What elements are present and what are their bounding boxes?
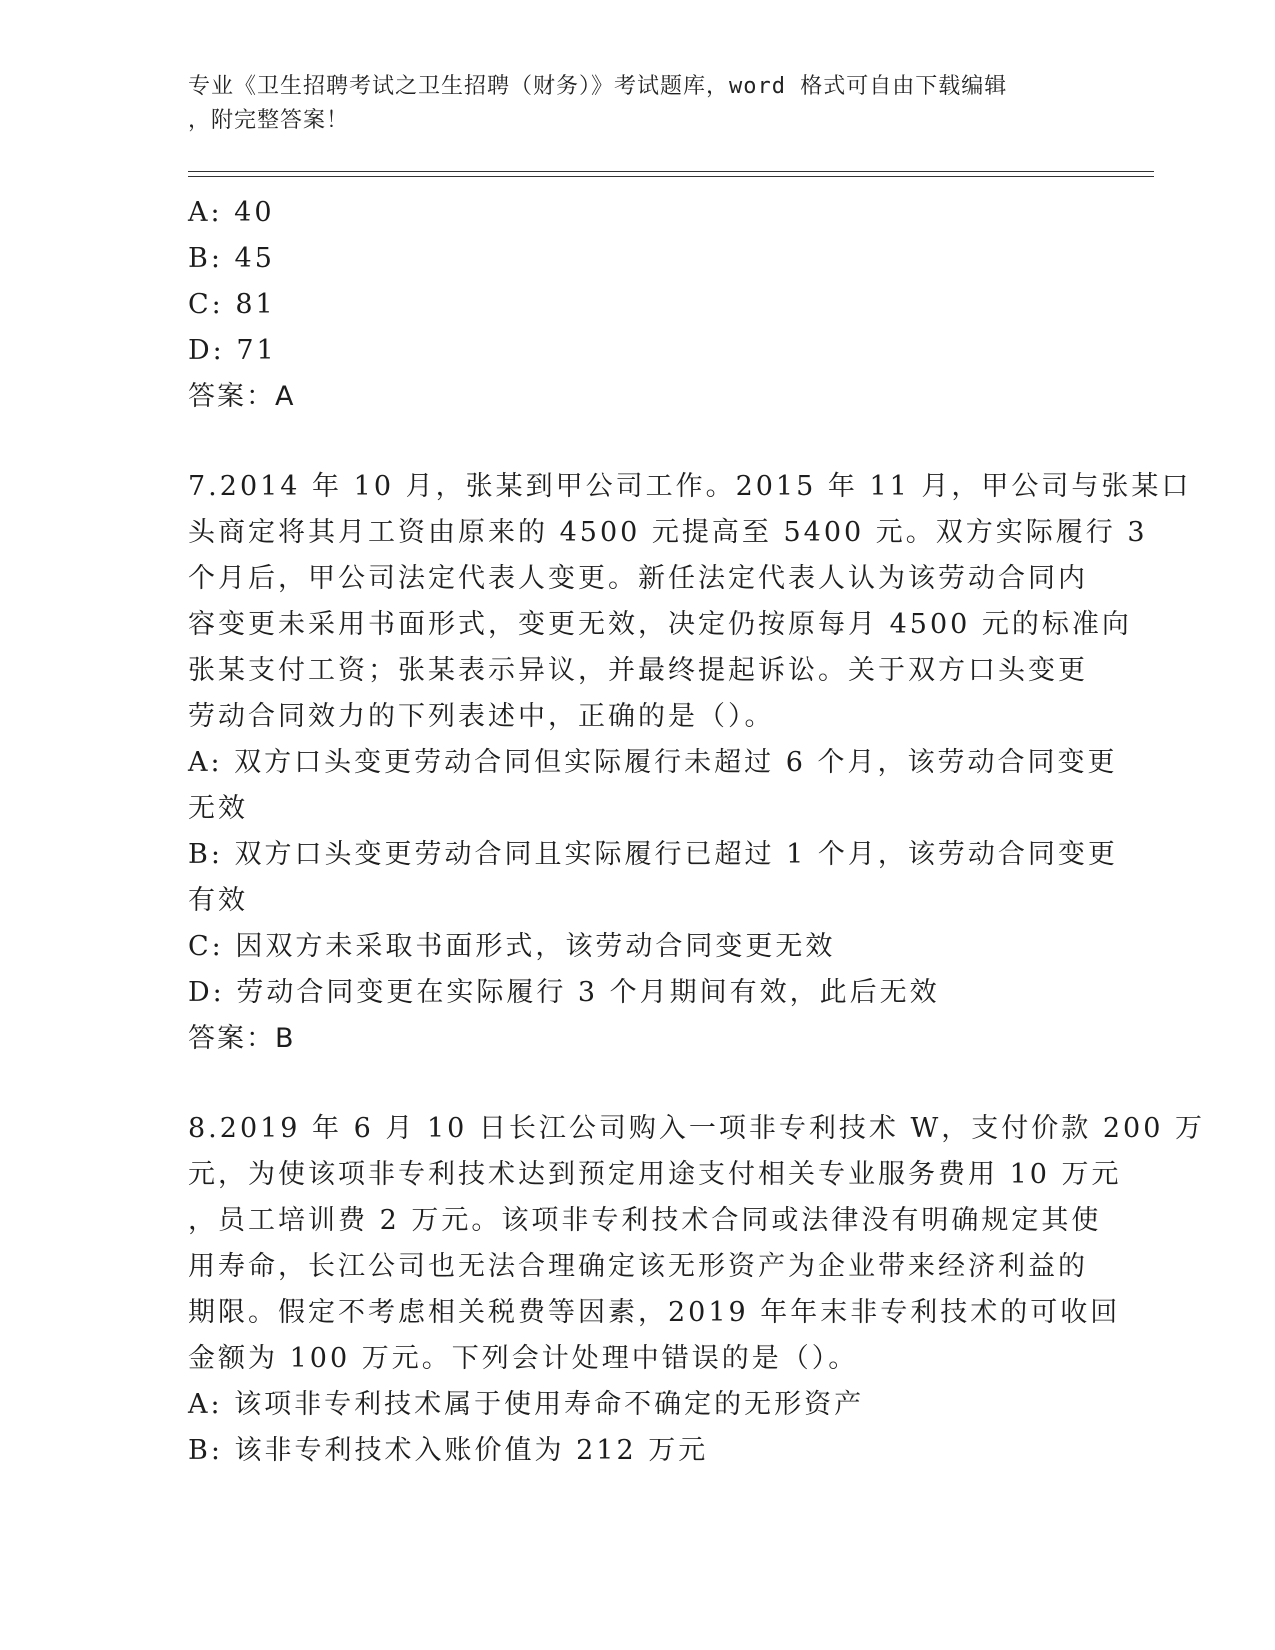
question-stem-line: 7.2014 年 10 月，张某到甲公司工作。2015 年 11 月，甲公司与张某口 xyxy=(188,471,1192,502)
question-8 xyxy=(188,1106,1205,1474)
header-rule-bottom xyxy=(188,176,1154,177)
header-line-2: ，附完整答案！ xyxy=(188,108,350,133)
document-header xyxy=(188,70,1078,138)
question-stem-line: 头商定将其月工资由原来的 4500 元提高至 5400 元。双方实际履行 3 xyxy=(188,517,1148,548)
question-stem-line: 8.2019 年 6 月 10 日长江公司购入一项非专利技术 W，支付价款 200 万 xyxy=(188,1113,1205,1144)
option-a: A: 40 xyxy=(188,197,275,228)
question-stem-line: 元，为使该项非专利技术达到预定用途支付相关专业服务费用 10 万元 xyxy=(188,1159,1122,1190)
question-7 xyxy=(188,464,1192,1062)
option-c: C: 因双方未采取书面形式，该劳动合同变更无效 xyxy=(188,931,836,962)
question-stem-line: 期限。假定不考虑相关税费等因素，2019 年年末非专利技术的可收回 xyxy=(188,1297,1121,1328)
option-b: B: 该非专利技术入账价值为 212 万元 xyxy=(188,1435,709,1466)
question-stem-line: 个月后，甲公司法定代表人变更。新任法定代表人认为该劳动合同内 xyxy=(188,563,1088,594)
question-6 xyxy=(188,190,1088,420)
header-rule-top xyxy=(188,171,1154,172)
question-stem-line: ，员工培训费 2 万元。该项非专利技术合同或法律没有明确规定其使 xyxy=(188,1205,1102,1236)
option-a-continued: 无效 xyxy=(188,793,248,824)
option-b: B: 45 xyxy=(188,243,275,274)
option-b-continued: 有效 xyxy=(188,885,248,916)
answer: 答案：A xyxy=(188,381,296,412)
answer: 答案：B xyxy=(188,1023,296,1054)
option-b: B: 双方口头变更劳动合同且实际履行已超过 1 个月，该劳动合同变更 xyxy=(188,839,1118,870)
option-a: A: 该项非专利技术属于使用寿命不确定的无形资产 xyxy=(188,1389,865,1420)
question-stem-line: 张某支付工资；张某表示异议，并最终提起诉讼。关于双方口头变更 xyxy=(188,655,1088,686)
question-stem-line: 劳动合同效力的下列表述中，正确的是（）。 xyxy=(188,701,775,732)
option-a: A: 双方口头变更劳动合同但实际履行未超过 6 个月，该劳动合同变更 xyxy=(188,747,1118,778)
option-c: C: 81 xyxy=(188,289,276,320)
question-stem-line: 容变更未采用书面形式，变更无效，决定仍按原每月 4500 元的标准向 xyxy=(188,609,1132,640)
question-stem-line: 金额为 100 万元。下列会计处理中错误的是（）。 xyxy=(188,1343,859,1374)
header-line-1: 专业《卫生招聘考试之卫生招聘（财务）》考试题库，word 格式可自由下载编辑 xyxy=(188,74,1008,99)
option-d: D: 71 xyxy=(188,335,277,366)
question-stem-line: 用寿命，长江公司也无法合理确定该无形资产为企业带来经济利益的 xyxy=(188,1251,1088,1282)
question-content xyxy=(188,190,1205,1474)
option-d: D: 劳动合同变更在实际履行 3 个月期间有效，此后无效 xyxy=(188,977,940,1008)
